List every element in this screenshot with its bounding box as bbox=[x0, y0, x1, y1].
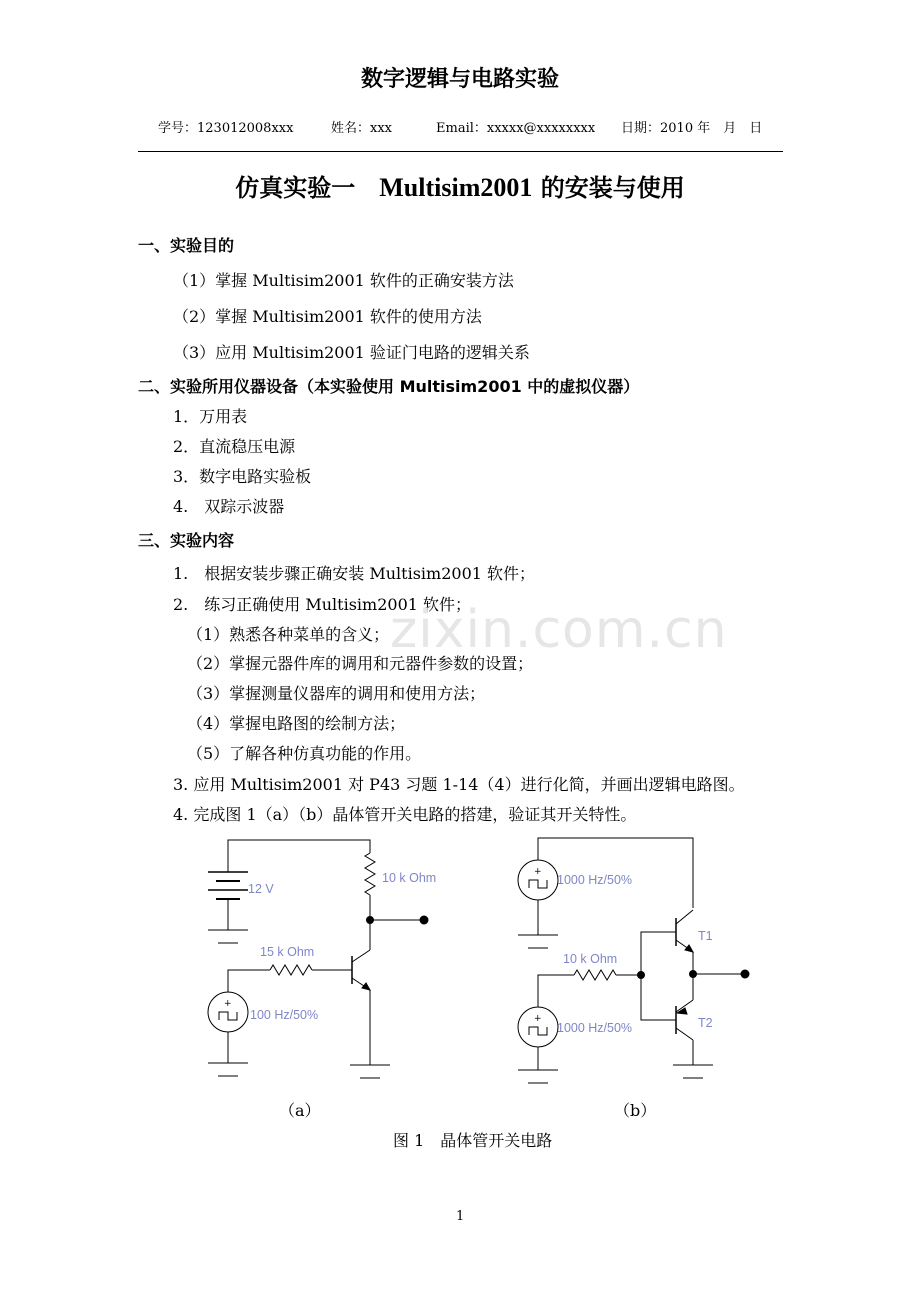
battery-label: 12 V bbox=[248, 882, 274, 896]
content-subitem: （2）掌握元器件库的调用和元器件参数的设置； bbox=[187, 654, 534, 673]
content-subitem: （3）掌握测量仪器库的调用和使用方法； bbox=[187, 684, 486, 703]
resistor-icon bbox=[574, 970, 616, 980]
content-item: 1. 根据安装步骤正确安装 Multisim2001 软件； bbox=[173, 564, 536, 583]
ground-icon bbox=[208, 1063, 248, 1076]
purpose-item: （3）应用 Multisim2001 验证门电路的逻辑关系 bbox=[173, 343, 530, 362]
experiment-title bbox=[0, 168, 920, 203]
transistor-t2-icon bbox=[676, 1000, 693, 1040]
ground-icon bbox=[208, 930, 248, 943]
wire bbox=[538, 975, 574, 1007]
content-item: 2. 练习正确使用 Multisim2001 软件； bbox=[173, 595, 472, 614]
junction-dot bbox=[367, 917, 374, 924]
ground-icon bbox=[518, 935, 558, 948]
watermark: zixin.com.cn bbox=[390, 600, 728, 660]
svg-text:+: + bbox=[224, 999, 232, 1009]
content-subitem: （4）掌握电路图的绘制方法； bbox=[187, 714, 406, 733]
experiment-title-en: Multisim2001 bbox=[379, 173, 533, 202]
transistor-switch-circuits bbox=[195, 828, 765, 1088]
equipment-item: 2．直流稳压电源 bbox=[173, 437, 296, 456]
section-equipment-heading: 二、实验所用仪器设备（本实验使用 Multisim2001 中的虚拟仪器） bbox=[138, 377, 640, 396]
transistor-t1-label: T1 bbox=[698, 929, 713, 943]
svg-text:+: + bbox=[534, 867, 542, 877]
battery-icon bbox=[208, 869, 248, 930]
student-email: Email：xxxxx@xxxxxxxx bbox=[436, 121, 596, 136]
experiment-title-tail: 的安装与使用 bbox=[532, 174, 685, 202]
equipment-item: 3．数字电路实验板 bbox=[173, 467, 312, 486]
output-terminal bbox=[420, 916, 428, 924]
figure-a-caption: （a） bbox=[279, 1101, 321, 1120]
resistor-icon bbox=[365, 853, 375, 895]
npn-transistor-icon bbox=[352, 950, 370, 990]
section-content-heading: 三、实验内容 bbox=[138, 531, 235, 550]
page-number: 1 bbox=[456, 1209, 465, 1224]
wire bbox=[228, 970, 270, 992]
experiment-title-cn: 仿真实验一 bbox=[235, 174, 380, 202]
purpose-item: （1）掌握 Multisim2001 软件的正确安装方法 bbox=[173, 271, 514, 290]
equipment-item: 1．万用表 bbox=[173, 407, 248, 426]
source-label-a: 100 Hz/50% bbox=[250, 1008, 319, 1022]
transistor-t1-icon bbox=[676, 910, 693, 952]
document-title: 数字逻辑与电路实验 bbox=[360, 67, 559, 92]
header-divider bbox=[138, 151, 783, 152]
report-date: 日期：2010 年 月 日 bbox=[621, 121, 763, 136]
source-label-b-top: 1000 Hz/50% bbox=[557, 873, 633, 887]
wire bbox=[228, 840, 370, 869]
transistor-t2-label: T2 bbox=[698, 1016, 713, 1030]
ground-icon bbox=[518, 1070, 558, 1083]
output-terminal bbox=[741, 970, 749, 978]
pulse-source-icon bbox=[518, 860, 558, 900]
wire bbox=[641, 932, 676, 1020]
collector-resistor-label: 10 k Ohm bbox=[382, 871, 437, 885]
content-subitem: （5）了解各种仿真功能的作用。 bbox=[187, 744, 422, 763]
circuit-labels bbox=[248, 871, 713, 1035]
svg-text:+: + bbox=[534, 1014, 542, 1024]
circuit-b bbox=[518, 838, 749, 1083]
pulse-source-icon bbox=[208, 992, 248, 1032]
content-item: 4. 完成图 1（a）（b）晶体管开关电路的搭建，验证其开关特性。 bbox=[173, 805, 637, 824]
figure-b-caption: （b） bbox=[614, 1101, 657, 1120]
section-purpose-heading: 一、实验目的 bbox=[138, 236, 235, 255]
source-label-b-bottom: 1000 Hz/50% bbox=[557, 1021, 633, 1035]
pulse-source-icon bbox=[518, 1007, 558, 1047]
base-resistor-label: 15 k Ohm bbox=[260, 945, 315, 959]
figure-caption: 图 1 晶体管开关电路 bbox=[393, 1131, 553, 1150]
content-subitem: （1）熟悉各种菜单的含义； bbox=[187, 625, 390, 644]
resistor-icon bbox=[270, 965, 312, 975]
ground-icon bbox=[673, 1065, 713, 1078]
student-id: 学号：123012008xxx bbox=[158, 121, 294, 136]
equipment-item: 4. 双踪示波器 bbox=[173, 497, 285, 516]
resistor-label-b: 10 k Ohm bbox=[563, 952, 618, 966]
content-item: 3. 应用 Multisim2001 对 P43 习题 1-14（4）进行化简，并画出逻辑电路图。 bbox=[173, 775, 745, 794]
purpose-item: （2）掌握 Multisim2001 软件的使用方法 bbox=[173, 307, 482, 326]
student-name: 姓名：xxx bbox=[331, 121, 392, 136]
ground-icon bbox=[350, 1065, 390, 1078]
